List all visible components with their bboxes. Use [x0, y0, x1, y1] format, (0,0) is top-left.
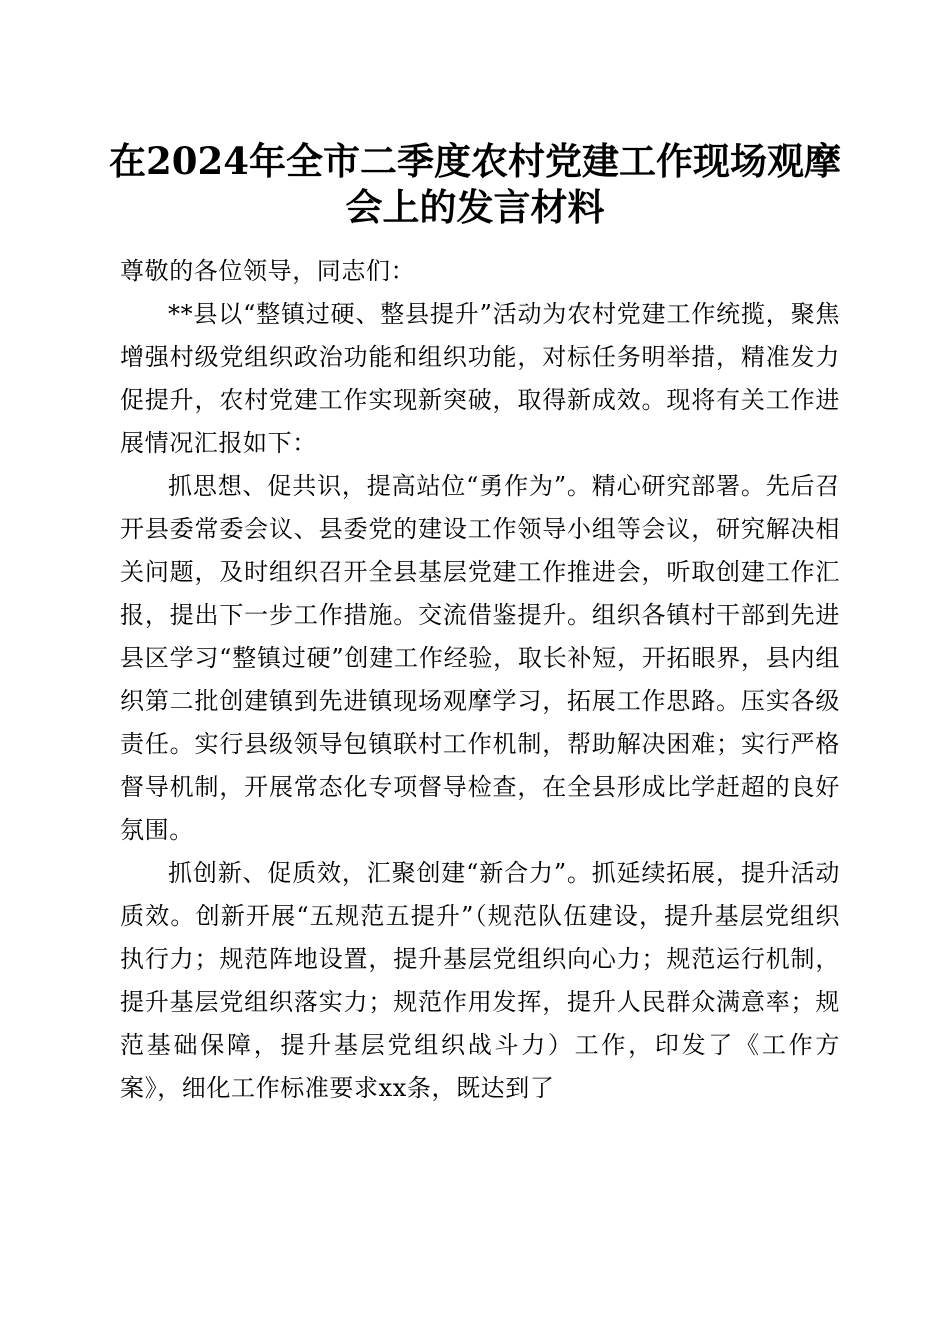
paragraph-intro: **县以“整镇过硬、整县提升”活动为农村党建工作统揽，聚焦增强村级党组织政治功能和组织功能，对标任务明举措，精准发力促提升，农村党建工作实现新突破，取得新成效。现将有关工作进展情况汇报如下： [120, 300, 840, 457]
document-title [80, 138, 870, 230]
title-line-1: 在2024年全市二季度农村党建工作现场观摩 [109, 139, 841, 183]
title-line-2: 会上的发言材料 [345, 185, 605, 229]
document-body [120, 250, 840, 1110]
salutation: 尊敬的各位领导，同志们： [120, 257, 416, 285]
paragraph-thinking: 抓思想、促共识，提高站位“勇作为”。精心研究部署。先后召开县委常委会议、县委党的建设工作领导小组等会议，研究解决相关问题，及时组织召开全县基层党建工作推进会，听取创建工作汇报，提出下一步工作措施。交流借鉴提升。组织各镇村干部到先进县区学习“整镇过硬”创建工作经验，取长补短，开拓眼界，县内组织第二批创建镇到先进镇现场观摩学习，拓展工作思路。压实各级责任。实行县级领导包镇联村工作机制，帮助解决困难；实行严格督导机制，开展常态化专项督导检查，在全县形成比学赶超的良好氛围。 [120, 472, 840, 844]
paragraph-innovation: 抓创新、促质效，汇聚创建“新合力”。抓延续拓展，提升活动质效。创新开展“五规范五提升”（规范队伍建设，提升基层党组织执行力；规范阵地设置，提升基层党组织向心力；规范运行机制，提升基层党组织落实力；规范作用发挥，提升人民群众满意率；规范基础保障，提升基层党组织战斗力）工作，印发了《工作方案》，细化工作标准要求xx条，既达到了 [120, 859, 840, 1102]
